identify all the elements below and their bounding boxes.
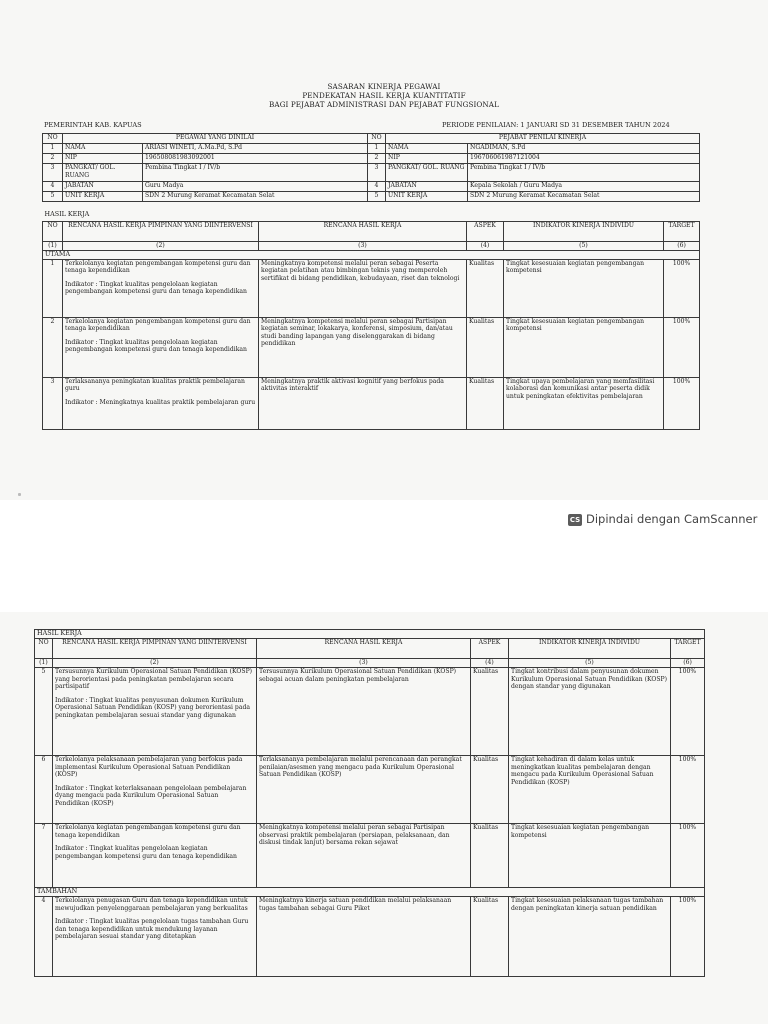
row-pimpinan <box>53 897 257 977</box>
table-row <box>43 377 700 429</box>
col-target: TARGET <box>671 639 705 659</box>
row-no-2: 3 <box>368 164 386 182</box>
row-label: PANGKAT/ GOL. RUANG <box>63 164 143 182</box>
row-label-2: UNIT KERJA <box>386 192 468 202</box>
hasil-kerja-table-2 <box>34 629 705 977</box>
identity-row <box>43 154 700 164</box>
col-num-1: (1) <box>43 241 63 250</box>
section-label: TAMBAHAN <box>35 888 705 897</box>
row-no-2: 1 <box>368 144 386 154</box>
section-hasil-kerja <box>43 211 700 221</box>
row-no: 1 <box>43 144 63 154</box>
row-label-2: NAMA <box>386 144 468 154</box>
row-no: 3 <box>43 164 63 182</box>
row-target: 100% <box>671 668 705 756</box>
pimpinan-text: Tersusunnya Kurikulum Operasional Satuan Pendidikan (KOSP) yang berorientasi pada peningkatan pembelajaran secara partisipatif <box>55 668 253 691</box>
camscanner-watermark <box>568 512 757 526</box>
table-row <box>35 824 705 888</box>
col-num-3: (3) <box>259 241 467 250</box>
row-no: 3 <box>43 377 63 429</box>
col-num-3: (3) <box>257 659 471 668</box>
pimpinan-text: Terkelolanya pelaksanaan pembelajaran yang berfokus pada implementasi Kurikulum Operasional Satuan Pendidikan (KOSP) <box>55 756 243 779</box>
row-aspek: Kualitas <box>471 824 509 888</box>
row-no: 5 <box>35 668 53 756</box>
row-value-2: 196706061987121004 <box>468 154 700 164</box>
title-line-2: PENDEKATAN HASIL KERJA KUANTITATIF <box>302 91 466 100</box>
row-rencana: Meningkatnya kompetensi melalui peran sebagai Peserta kegiatan pelatihan atau bimbingan teknis yang memperoleh sertifikat di bidang pendidikan, kebudayaan, riset dan teknologi <box>259 259 467 317</box>
pimpinan-indikator: Indikator : Tingkat kualitas pengelolaan tugas tambahan Guru dan tenaga kependidikan untuk mendukung layanan pembelajaran sesuai standar yang ditetapkan <box>55 918 249 941</box>
col-no-2: NO <box>368 134 386 144</box>
col-no: NO <box>43 134 63 144</box>
row-pimpinan <box>53 668 257 756</box>
identity-row <box>43 144 700 154</box>
row-target: 100% <box>664 377 700 429</box>
row-label: NAMA <box>63 144 143 154</box>
col-pegawai: PEGAWAI YANG DINILAI <box>63 134 368 144</box>
camscanner-text: Dipindai dengan CamScanner <box>586 512 758 526</box>
row-no: 6 <box>35 756 53 824</box>
row-indikator: Tingkat upaya pembelajaran yang memfasilitasi kolaborasi dan komunikasi antar peserta didik untuk peningkatan efektivitas pembelajaran <box>504 377 664 429</box>
row-label: UNIT KERJA <box>63 192 143 202</box>
row-value: Pembina Tingkat I / IV/b <box>143 164 368 182</box>
col-num-6: (6) <box>664 241 700 250</box>
section-tambahan <box>35 888 705 897</box>
col-num-2: (2) <box>53 659 257 668</box>
periode-penilaian: PERIODE PENILAIAN: 1 JANUARI SD 31 DESEMBER TAHUN 2024 <box>442 121 670 129</box>
pimpinan-indikator: Indikator : Tingkat kualitas pengelolaan kegiatan pengembangan kompetensi guru dan tenaga kependidikan <box>55 845 237 860</box>
row-value: SDN 2 Murung Keramat Kecamatan Selat <box>143 192 368 202</box>
pimpinan-text: Terlaksananya peningkatan kualitas praktik pembelajaran guru <box>65 377 245 393</box>
row-no: 5 <box>43 192 63 202</box>
identity-row <box>43 182 700 192</box>
col-indikator: INDIKATOR KINERJA INDIVIDU <box>504 221 664 241</box>
row-label-2: PANGKAT/ GOL. RUANG <box>386 164 468 182</box>
scan-speck <box>18 493 21 496</box>
pimpinan-text: Terkelolanya kegiatan pengembangan kompetensi guru dan tenaga kependidikan <box>55 824 241 839</box>
row-no-2: 5 <box>368 192 386 202</box>
pimpinan-indikator: Indikator : Tingkat kualitas pengelolaan kegiatan pengembangan kompetensi guru dan tenaga kependidikan <box>65 338 247 354</box>
identity-row <box>43 164 700 182</box>
identity-table <box>42 133 700 202</box>
row-target: 100% <box>664 259 700 317</box>
pimpinan-text: Terkelolanya kegiatan pengembangan kompetensi guru dan tenaga kependidikan <box>65 259 251 275</box>
column-number-row <box>35 659 705 668</box>
row-aspek: Kualitas <box>471 756 509 824</box>
table-row <box>35 897 705 977</box>
col-indikator: INDIKATOR KINERJA INDIVIDU <box>509 639 671 659</box>
camscanner-logo-icon: CS <box>569 515 581 524</box>
row-label-2: JABATAN <box>386 182 468 192</box>
table-row <box>35 668 705 756</box>
identity-row <box>43 192 700 202</box>
row-value-2: SDN 2 Murung Keramat Kecamatan Selat <box>468 192 700 202</box>
table-header-row <box>43 221 700 241</box>
col-rencana-pimpinan: RENCANA HASIL KERJA PIMPINAN YANG DIINTERVENSI <box>53 639 257 659</box>
row-no-2: 2 <box>368 154 386 164</box>
row-value: 196508081983092001 <box>143 154 368 164</box>
row-indikator: Tingkat kesesuaian kegiatan pengembangan kompetensi <box>504 317 664 377</box>
col-rencana-pimpinan: RENCANA HASIL KERJA PIMPINAN YANG DIINTERVENSI <box>63 221 259 241</box>
col-num-4: (4) <box>471 659 509 668</box>
row-indikator: Tingkat kehadiran di dalam kelas untuk meningkatkan kualitas pembelajaran dengan mengacu pada Kurikulum Operasional Satuan Pendidikan (KOSP) <box>509 756 671 824</box>
col-pejabat: PEJABAT PENILAI KINERJA <box>386 134 700 144</box>
row-no: 2 <box>43 154 63 164</box>
title-line-3: BAGI PEJABAT ADMINISTRASI DAN PEJABAT FUNGSIONAL <box>269 100 499 109</box>
hasil-kerja-table <box>42 211 700 430</box>
row-pimpinan <box>53 824 257 888</box>
section-utama <box>43 250 700 259</box>
table-row <box>35 756 705 824</box>
row-indikator: Tingkat kontribusi dalam penyusunan dokumen Kurikulum Operasional Satuan Pendidikan (KOSP) dengan standar yang digunakan <box>509 668 671 756</box>
row-indikator: Tingkat kesesuaian pelaksanaan tugas tambahan dengan peningkatan kinerja satuan pendidikan <box>509 897 671 977</box>
col-num-1: (1) <box>35 659 53 668</box>
row-value-2: Pembina Tingkat I / IV/b <box>468 164 700 182</box>
pimpinan-indikator: Indikator : Tingkat kualitas penyusunan dokumen Kurikulum Operasional Satuan Pendidikan (KOSP) yang berorientasi pada peningkatan pembelajaran sesuai standar yang digunakan <box>55 696 250 719</box>
row-label: JABATAN <box>63 182 143 192</box>
doc-title <box>0 82 768 109</box>
table-row <box>43 317 700 377</box>
section-title: HASIL KERJA <box>43 211 700 221</box>
row-value-2: NGADIMAN, S.Pd <box>468 144 700 154</box>
row-no: 4 <box>43 182 63 192</box>
col-aspek: ASPEK <box>467 221 504 241</box>
row-no: 2 <box>43 317 63 377</box>
col-num-4: (4) <box>467 241 504 250</box>
table-header-row <box>35 639 705 659</box>
row-no: 1 <box>43 259 63 317</box>
table-row <box>43 259 700 317</box>
col-no: NO <box>35 639 53 659</box>
pimpinan-text: Terkelolanya kegiatan pengembangan kompetensi guru dan tenaga kependidikan <box>65 317 251 333</box>
row-aspek: Kualitas <box>471 897 509 977</box>
document-page-2 <box>0 612 768 1024</box>
org-name: PEMERINTAH KAB. KAPUAS <box>44 121 142 129</box>
row-indikator: Tingkat kesesuaian kegiatan pengembangan kompetensi <box>509 824 671 888</box>
row-pimpinan <box>63 259 259 317</box>
column-number-row <box>43 241 700 250</box>
row-no-2: 4 <box>368 182 386 192</box>
row-target: 100% <box>664 317 700 377</box>
row-aspek: Kualitas <box>467 317 504 377</box>
pimpinan-text: Terkelolanya penugasan Guru dan tenaga kependidikan untuk mewujudkan penyelenggaraan pembelajaran yang berkualitas <box>55 897 248 912</box>
col-num-5: (5) <box>504 241 664 250</box>
col-num-2: (2) <box>63 241 259 250</box>
row-aspek: Kualitas <box>471 668 509 756</box>
section-label: UTAMA <box>43 250 700 259</box>
col-rencana: RENCANA HASIL KERJA <box>257 639 471 659</box>
pimpinan-indikator: Indikator : Tingkat keterlaksanaan pengelolaan pembelajaran dyang mengacu pada Kurikulum Operasional Satuan Pendidikan (KOSP) <box>55 784 247 807</box>
col-target: TARGET <box>664 221 700 241</box>
row-label-2: NIP <box>386 154 468 164</box>
title-line-1: SASARAN KINERJA PEGAWAI <box>327 82 441 91</box>
row-no: 4 <box>35 897 53 977</box>
row-aspek: Kualitas <box>467 377 504 429</box>
row-label: NIP <box>63 154 143 164</box>
row-aspek: Kualitas <box>467 259 504 317</box>
row-indikator: Tingkat kesesuaian kegiatan pengembangan kompetensi <box>504 259 664 317</box>
col-num-5: (5) <box>509 659 671 668</box>
section-title: HASIL KERJA <box>35 630 705 639</box>
row-target: 100% <box>671 824 705 888</box>
row-rencana: Tersusunnya Kurikulum Operasional Satuan Pendidikan (KOSP) sebagai acuan dalam peningkatan pembelajaran <box>257 668 471 756</box>
row-rencana: Meningkatnya praktik aktivasi kognitif yang berfokus pada aktivitas interaktif <box>259 377 467 429</box>
col-aspek: ASPEK <box>471 639 509 659</box>
row-pimpinan <box>53 756 257 824</box>
row-target: 100% <box>671 897 705 977</box>
row-pimpinan <box>63 317 259 377</box>
row-rencana: Terlaksananya pembelajaran melalui perencanaan dan perangkat penilaian/asesmen yang mengacu pada Kurikulum Operasional Satuan Pendidikan (KOSP) <box>257 756 471 824</box>
row-no: 7 <box>35 824 53 888</box>
row-rencana: Meningkatnya kompetensi melalui peran sebagai Partisipan observasi praktik pembelajaran (persiapan, pelaksanaan, dan diskusi tindak lanjut) bersama rekan sejawat <box>257 824 471 888</box>
col-rencana: RENCANA HASIL KERJA <box>259 221 467 241</box>
row-rencana: Meningkatnya kompetensi melalui peran sebagai Partisipan kegiatan seminar, lokakarya, konferensi, simposium, dan/atau studi banding lapangan yang diselenggarakan di bidang pendidikan <box>259 317 467 377</box>
pimpinan-indikator: Indikator : Meningkatnya kualitas praktik pembelajaran guru <box>65 398 256 406</box>
row-target: 100% <box>671 756 705 824</box>
row-value: ARIASI WINETI, A.Ma.Pd, S.Pd <box>143 144 368 154</box>
row-pimpinan <box>63 377 259 429</box>
col-num-6: (6) <box>671 659 705 668</box>
row-rencana: Meningkatnya kinerja satuan pendidikan melalui pelaksanaan tugas tambahan sebagai Guru Piket <box>257 897 471 977</box>
pimpinan-indikator: Indikator : Tingkat kualitas pengelolaan kegiatan pengembangan kompetensi guru dan tenaga kependidikan <box>65 280 247 296</box>
document-page-1 <box>0 0 768 500</box>
section-hasil-kerja <box>35 630 705 639</box>
row-value-2: Kepala Sekolah / Guru Madya <box>468 182 700 192</box>
col-no: NO <box>43 221 63 241</box>
identity-header-row <box>43 134 700 144</box>
row-value: Guru Madya <box>143 182 368 192</box>
